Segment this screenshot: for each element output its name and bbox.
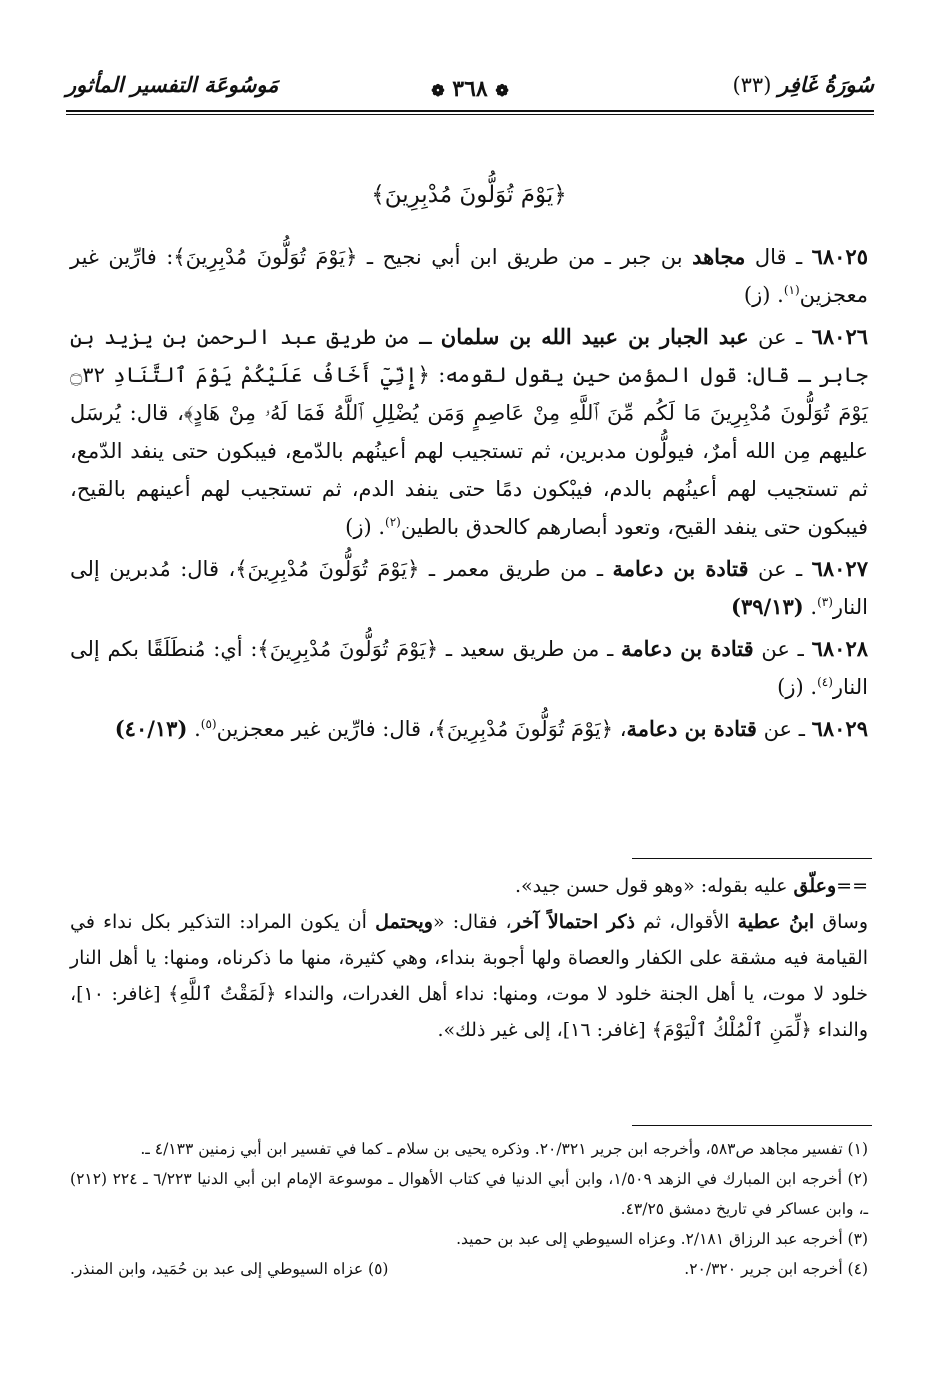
footnote-1: (١) تفسير مجاهد ص٥٨٣، وأخرجه ابن جرير ٢٠/٣٢١. وذكره يحيى بن سلام ـ كما في تفسير ابن أبي زمنين ٤/١٣٣ ـ.: [140, 1140, 868, 1158]
entry-text: بن جبر ـ من طريق ابن أبي نجيح ـ ﴿يَوْمَ تُوَلُّونَ مُدْبِرِينَ﴾: فارِّين غير معجزين: [70, 245, 868, 307]
commentary-text-1: عليه بقوله: «وهو قول حسن جيد».: [515, 875, 794, 897]
entry-lead: ـ عن: [753, 637, 812, 661]
entry-68027: [70, 550, 868, 626]
page-header: [66, 72, 874, 116]
entry-68026: [70, 318, 868, 546]
entry-text: ـ من طريق عبد الرحمن بن يزيد بن جابر ـ قال: قول المؤمن حين يقول لقومه: ﴿إِنِّيٓ أَخَافُ عَلَيْكُمْ يَوْمَ ٱلتَّنَادِ ۝٣٢ يَوْمَ تُوَلُّونَ مُدْبِرِينَ مَا لَكُم مِّنَ ٱللَّهِ مِنْ عَاصِمٍ وَمَن يُضْلِلِ ٱللَّهُ فَمَا لَهُۥ مِنْ هَادٍ﴾، قال: يُرسَل عليهم مِن الله أمرٌ، فيولُّون مدبرين، ثم تستجيب لهم أعينُهم بالدّمع، فيبكون حتى ينفد الدّمع، ثم تستجيب لهم أعينُهم بالدم، فيبْكون دمًا حتى ينفد الدم، ثم تستجيب لهم أعينهم بالقيح، فيبكون حتى ينفد القيح، وتعود أبصارهم كالحدق بالطين: [70, 325, 868, 539]
commentary-bold-phrase: ذكر احتمالاً آخر: [511, 911, 635, 933]
entry-68025: [70, 238, 868, 314]
footnote-5: (٥) عزاه السيوطي إلى عبد بن حُمَيد، وابن المنذر.: [70, 1260, 389, 1278]
entry-lead: ـ قال: [745, 245, 812, 269]
entry-number: ٦٨٠٢٩: [811, 716, 868, 741]
entry-lead: ـ عن: [748, 325, 812, 349]
volume-reference: (٤٠/١٣): [114, 716, 188, 741]
entry-lead: ـ عن: [748, 557, 812, 581]
sura-name: سُورَةُ غَافِر: [778, 72, 874, 97]
entry-number: ٦٨٠٢٥: [811, 244, 868, 269]
footnote-4: (٤) أخرجه ابن جرير ٢٠/٣٢٠.: [684, 1260, 868, 1278]
entry-tail: . (ز): [777, 675, 818, 699]
book-title: مَوسُوعَة التفسير المأثور: [66, 72, 279, 97]
commentary-bold-word: ويحتمل: [375, 911, 433, 933]
commentary-paragraph-2: [70, 904, 868, 1048]
page-number: [423, 76, 517, 102]
entry-tail: . (ز): [345, 515, 386, 539]
entry-number: ٦٨٠٢٨: [811, 636, 869, 661]
narrator-name: مجاهد: [692, 244, 746, 269]
commentary-text: وساق: [814, 911, 868, 933]
ornament-left-icon: ❁: [431, 81, 445, 100]
scholar-name: ابنُ عطية: [737, 911, 815, 933]
commentary-text: ، فقال: «: [432, 911, 512, 933]
footnote-marker[interactable]: (٣): [817, 595, 833, 609]
footnote-marker[interactable]: (٥): [200, 717, 217, 731]
sura-number: (٣٣): [732, 73, 772, 97]
entry-68029: [70, 710, 868, 748]
header-rule-thin: [66, 114, 874, 115]
entry-text: ـ من طريق سعيد ـ ﴿يَوْمَ تُوَلُّونَ مُدْبِرِينَ﴾: أي: مُنطَلَقًا بكم إلى النار: [70, 637, 868, 699]
narrator-name: قتادة بن دعامة: [621, 636, 754, 661]
entry-68028: [70, 630, 868, 706]
main-content: [70, 176, 868, 752]
commentary-text: أن يكون المراد: التذكير بكل نداء في القيامة فيه مشقة على الكفار والعصاة ولها أجوبة بنداء، وهي كثيرة، منها ما ذكرناه، ومنها: يا أهل النار خلود لا موت، يا أهل الجنة خلود لا موت، ومنها: نداء أهل الغدرات، والنداء ﴿لَمَقْتُ ٱللَّهِ﴾ [غافر: ١٠]، والنداء ﴿لِّمَنِ ٱلْمُلْكُ ٱلْيَوْمَ﴾ [غافر: ١٦]، إلى غير ذلك».: [70, 911, 868, 1041]
volume-reference: (٣٩/١٣): [731, 594, 804, 619]
entry-number: ٦٨٠٢٦: [811, 324, 869, 349]
entry-number: ٦٨٠٢٧: [811, 556, 868, 581]
footnote-row-4-5: [70, 1254, 868, 1284]
entry-tail: .: [187, 717, 201, 741]
footnote-marker[interactable]: (٤): [817, 675, 833, 689]
commentary-text: الأقوال، ثم: [635, 911, 738, 933]
entry-tail: . (ز): [743, 283, 784, 307]
page-number-value: ٣٦٨: [452, 76, 488, 102]
narrator-name: قتادة بن دعامة: [626, 716, 757, 741]
commentary-line-1: [70, 868, 868, 904]
footnote-marker[interactable]: (٢): [385, 515, 401, 529]
entry-tail: .: [803, 595, 818, 619]
narrator-name: عبد الجبار بن عبيد الله بن سلمان: [440, 324, 749, 349]
entry-lead: ـ عن: [756, 717, 812, 741]
narrator-name: قتادة بن دعامة: [612, 556, 749, 581]
commentary-separator: [632, 858, 872, 859]
sura-label: [732, 72, 874, 97]
entry-text: ، ﴿يَوْمَ تُوَلُّونَ مُدْبِرِينَ﴾، قال: فارِّين غير معجزين: [216, 717, 627, 741]
footnote-marker[interactable]: (١): [783, 283, 800, 297]
ornament-right-icon: ❁: [495, 81, 509, 100]
footnotes: [70, 1134, 868, 1284]
continuation-marker: ==: [836, 875, 868, 897]
footnote-separator: [632, 1125, 872, 1126]
footnote-2: (٢) أخرجه ابن المبارك في الزهد ١/٥٠٩، وابن أبي الدنيا في كتاب الأهوال ـ موسوعة الإمام ابن أبي الدنيا ٦/٢٢٣ ـ ٢٢٤ (٢١٢) ـ، وابن عساكر في تاريخ دمشق ٤٣/٢٥.: [70, 1170, 868, 1218]
header-rule: [66, 110, 874, 112]
commentary-bold-1: وعلّق: [793, 875, 837, 897]
footnote-3: (٣) أخرجه عبد الرزاق ٢/١٨١. وعزاه السيوطي إلى عبد بن حميد.: [456, 1230, 868, 1248]
verse-heading: ﴿يَوْمَ تُوَلُّونَ مُدْبِرِينَ﴾: [371, 182, 567, 208]
entry-text: ـ من طريق معمر ـ ﴿يَوْمَ تُوَلُّونَ مُدْبِرِينَ﴾، قال: مُدبرين إلى النار: [70, 557, 868, 619]
commentary-block: [70, 868, 868, 1048]
